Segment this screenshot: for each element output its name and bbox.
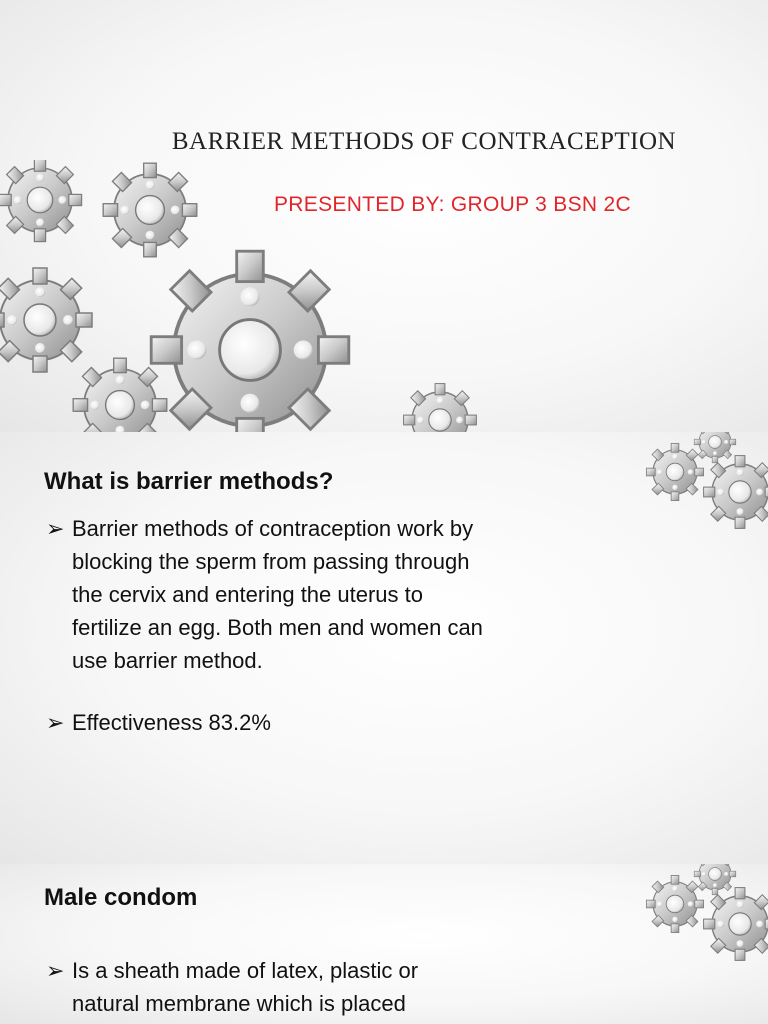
bullet-text: Barrier methods of contraception work by <box>72 516 474 541</box>
bullet-effectiveness <box>46 706 271 739</box>
slide-title: BARRIER METHODS OF CONTRACEPTION <box>171 128 677 155</box>
slide-heading: What is barrier methods? <box>44 468 334 495</box>
bullet-text: the cervix and entering the uterus to <box>72 582 423 607</box>
bullet-text: Is a sheath made of latex, plastic or <box>72 958 419 983</box>
title-slide <box>0 0 768 432</box>
bullet-text: blocking the sperm from passing through <box>72 549 470 574</box>
arrow-bullet-icon: ➢ <box>46 516 65 541</box>
gears-icon <box>625 864 768 974</box>
presenter-subtitle: PRESENTED BY: GROUP 3 BSN 2C <box>274 193 631 216</box>
slide-heading: Male condom <box>44 884 198 911</box>
bullet-definition <box>46 512 483 677</box>
bullet-text: Effectiveness 83.2% <box>72 710 271 735</box>
bullet-text: natural membrane which is placed <box>72 991 406 1016</box>
arrow-bullet-icon: ➢ <box>46 958 65 983</box>
arrow-bullet-icon: ➢ <box>46 710 65 735</box>
definition-slide <box>0 432 768 864</box>
male-condom-slide <box>0 864 768 1024</box>
bullet-text: fertilize an egg. Both men and women can <box>72 615 483 640</box>
gears-icon <box>625 432 768 542</box>
bullet-condom-definition <box>46 954 418 1020</box>
bullet-text: use barrier method. <box>72 648 263 673</box>
